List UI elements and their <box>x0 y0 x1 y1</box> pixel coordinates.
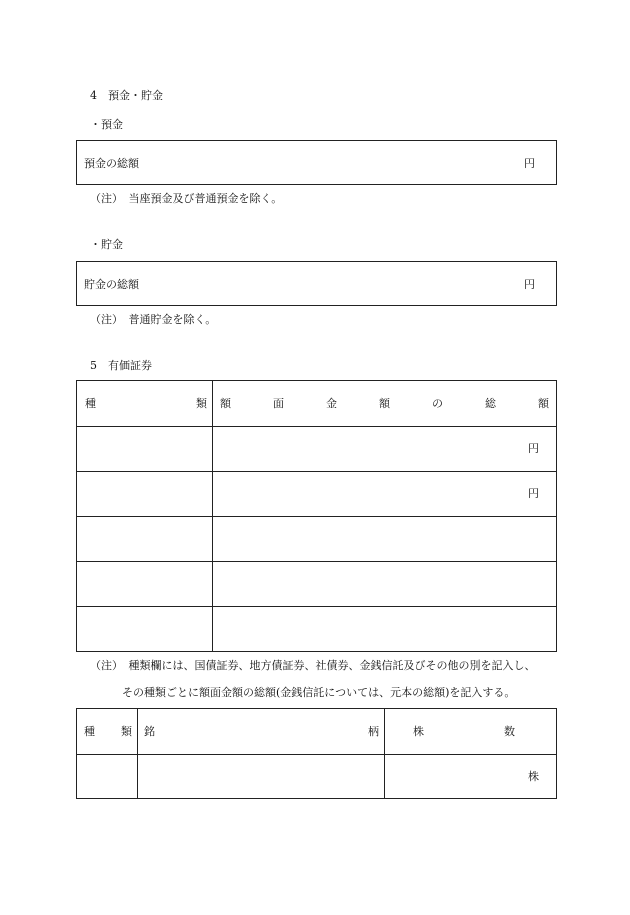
deposit-note: （注） 当座預金及び普通預金を除く。 <box>90 192 283 205</box>
savings-total-box <box>76 261 557 306</box>
shares-header-count: 株 数 <box>413 725 515 738</box>
deposit-bullet: ・預金 <box>90 118 123 131</box>
shares-table <box>76 708 557 799</box>
deposit-total-box <box>76 140 557 185</box>
savings-total-unit: 円 <box>524 278 535 291</box>
section-4-heading: 4 預金・貯金 <box>90 89 163 102</box>
savings-note: （注） 普通貯金を除く。 <box>90 313 217 326</box>
table-row-amount-unit: 円 <box>528 442 539 455</box>
shares-header-type: 種 類 <box>84 725 132 738</box>
table-row-shares-unit: 株 <box>528 770 539 783</box>
savings-total-label: 貯金の総額 <box>84 278 139 291</box>
savings-bullet: ・貯金 <box>90 238 123 251</box>
securities-note-line-2: その種類ごとに額面金額の総額(金銭信託については、元本の総額)を記入する。 <box>122 686 516 699</box>
shares-header-brand: 銘 柄 <box>144 725 379 738</box>
deposit-total-unit: 円 <box>524 157 535 170</box>
deposit-total-label: 預金の総額 <box>84 157 139 170</box>
table-row-amount-unit: 円 <box>528 487 539 500</box>
securities-header-type: 種 類 <box>85 397 207 410</box>
securities-table <box>76 380 557 652</box>
securities-note-line-1: （注） 種類欄には、国債証券、地方債証券、社債券、金銭信託及びその他の別を記入し、 <box>90 659 536 672</box>
securities-header-face-amount: 額 面 金 額 の 総 額 <box>220 397 549 410</box>
section-5-heading: 5 有価証券 <box>90 359 152 372</box>
